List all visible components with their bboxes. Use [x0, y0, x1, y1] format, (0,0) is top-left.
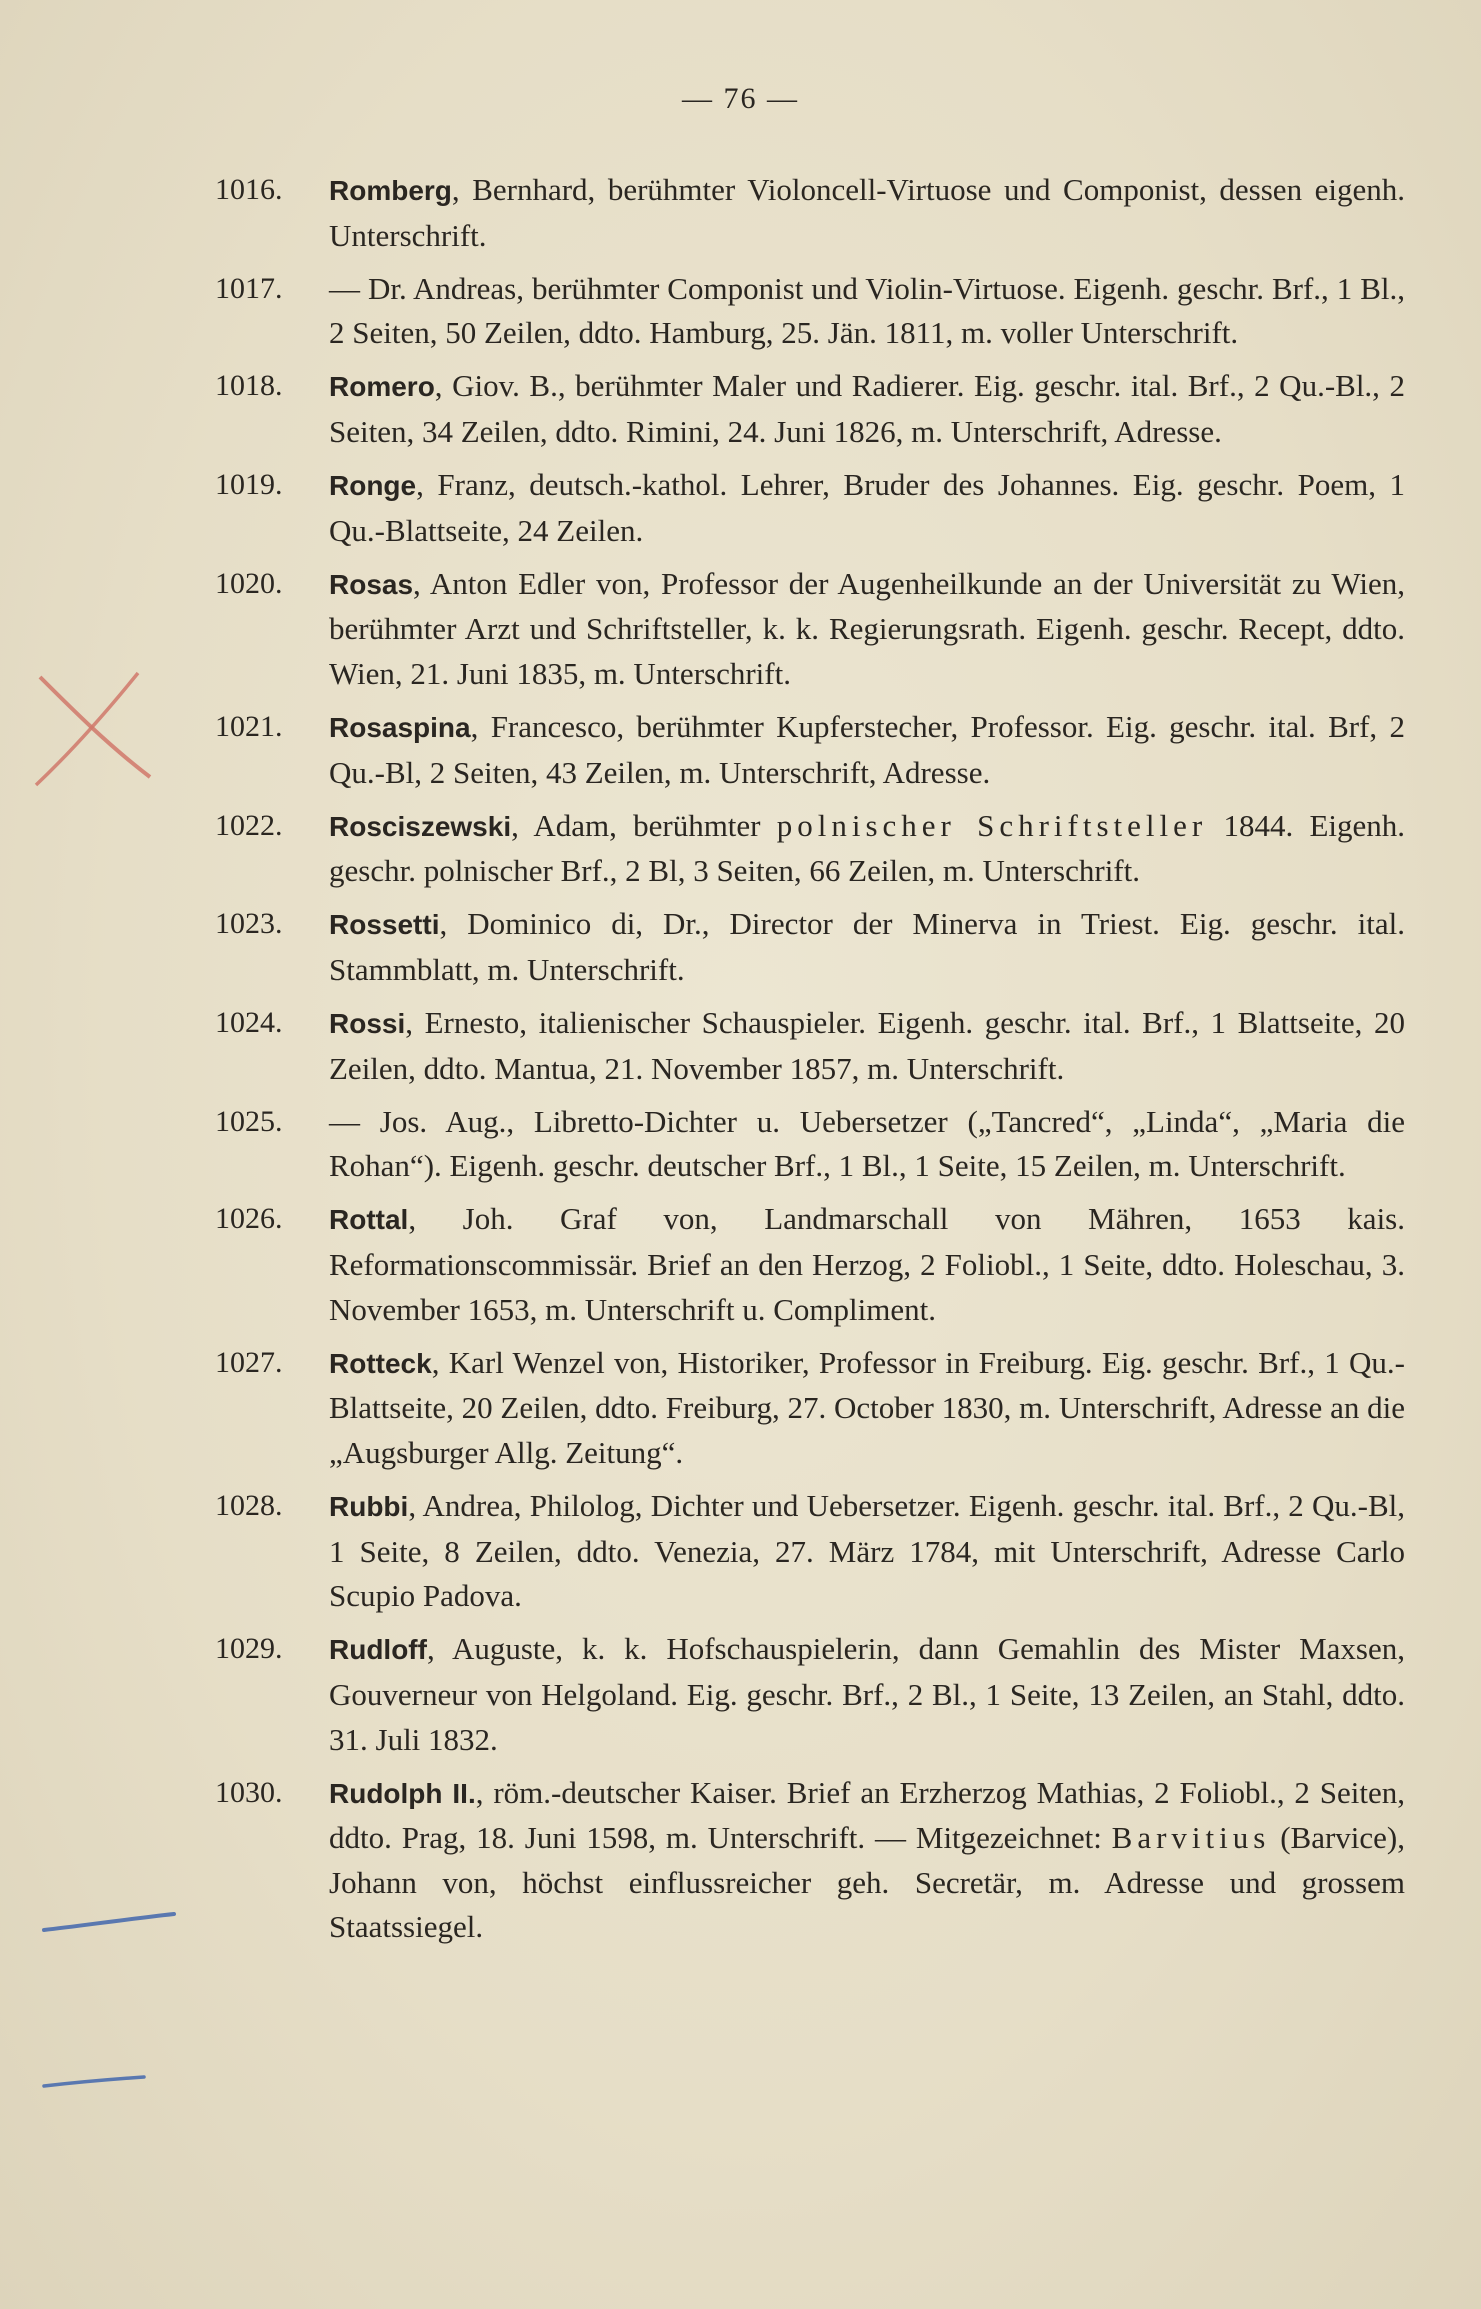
entry-number: 1026.	[215, 1202, 283, 1236]
entry-body	[329, 168, 1405, 258]
entry-text: — Jos. Aug., Libretto-Dichter u. Uebersetzer („Tancred“, „Linda“, „Maria die Rohan“). Eigenh. geschr. deutscher Brf., 1 Bl., 1 Seite, 15 Zeilen, m. Unterschrift.	[329, 1103, 1405, 1184]
blue-mark-1029	[40, 1908, 180, 1938]
catalogue-entry	[215, 1001, 1405, 1091]
entry-name: Rottal	[329, 1204, 409, 1236]
entry-number: 1019.	[215, 468, 283, 502]
catalogue-entry	[215, 168, 1405, 258]
entry-number: 1017.	[215, 271, 283, 305]
entry-number: 1018.	[215, 369, 283, 403]
entry-spaced-text: Barvitius	[1111, 1820, 1271, 1856]
catalogue-entry	[215, 562, 1405, 697]
entry-number: 1027.	[215, 1345, 283, 1379]
catalogue-entry	[215, 705, 1405, 795]
entry-number: 1016.	[215, 173, 283, 206]
red-cross-stroke-a	[40, 677, 150, 777]
catalogue-entry	[215, 463, 1405, 553]
entry-number: 1022.	[215, 808, 283, 842]
entry-text: , Francesco, berühmter Kupferstecher, Professor. Eig. geschr. ital. Brf, 2 Qu.-Bl, 2 Seiten, 43 Zeilen, m. Unterschrift, Adresse.	[329, 709, 1405, 790]
entry-name: Rosas	[329, 568, 414, 600]
entry-body	[329, 1771, 1405, 1950]
entry-name: Romberg	[329, 175, 452, 206]
entry-text-continued: 1844. Eigenh. geschr. polnischer Brf., 2 Bl, 3 Seiten, 66 Zeilen, m. Unterschrift.	[329, 807, 1406, 889]
entry-number: 1025.	[215, 1104, 283, 1138]
entry-text: , Anton Edler von, Professor der Augenheilkunde an der Universität zu Wien, berühmter Arzt und Schriftsteller, k. k. Regierungsrath. Eigenh. geschr. Recept, ddto. Wien, 21. Juni 1835, m. Unterschrift.	[329, 565, 1405, 691]
entry-number: 1029.	[215, 1632, 283, 1666]
catalogue-entry	[215, 1771, 1406, 1950]
entry-body	[329, 267, 1405, 356]
page-number: — 76 —	[682, 82, 799, 115]
entry-number: 1028.	[215, 1489, 283, 1523]
entry-name: Rosaspina	[329, 712, 471, 744]
catalogue-entry	[215, 1484, 1405, 1619]
entry-text: , Joh. Graf von, Landmarschall von Mähren, 1653 kais. Reformationscommissär. Brief an den Herzog, 2 Foliobl., 1 Seite, ddto. Holeschau, 3. November 1653, m. Unterschrift u. Compliment.	[329, 1201, 1405, 1327]
entry-name: Rossetti	[329, 909, 440, 941]
entry-number: 1023.	[215, 907, 283, 941]
entry-body	[329, 1627, 1405, 1762]
catalogue-entry	[215, 1341, 1405, 1476]
entry-name: Rudolph II.	[329, 1777, 476, 1809]
entry-body	[329, 562, 1405, 697]
entry-body	[329, 364, 1405, 454]
blue-mark-1030	[40, 2068, 150, 2092]
entry-body	[329, 1484, 1405, 1619]
entry-spaced-text: polnischer Schriftsteller	[776, 807, 1208, 843]
entry-name: Rosciszewski	[329, 810, 512, 842]
entry-text: , Karl Wenzel von, Historiker, Professor in Freiburg. Eig. geschr. Brf., 1 Qu.-Blattseite, 20 Zeilen, ddto. Freiburg, 27. October 1830, m. Unterschrift, Adresse an die „Augsburger Allg. Zeitung“.	[329, 1344, 1405, 1470]
entry-body	[329, 1001, 1405, 1091]
entry-text: , Adam, berühmter	[511, 807, 777, 843]
entry-body	[329, 1341, 1405, 1476]
entry-text: — Dr. Andreas, berühmter Componist und Violin-Virtuose. Eigenh. geschr. Brf., 1 Bl., 2 Seiten, 50 Zeilen, ddto. Hamburg, 25. Jän. 1811, m. voller Unterschrift.	[329, 270, 1405, 351]
catalogue-entry	[215, 1100, 1405, 1189]
entry-body	[329, 902, 1405, 992]
catalogue-entries	[215, 168, 1406, 1958]
entry-number: 1024.	[215, 1006, 283, 1040]
entry-body	[329, 804, 1405, 894]
red-cross-mark	[28, 665, 158, 795]
entry-text: , Auguste, k. k. Hofschauspielerin, dann Gemahlin des Mister Maxsen, Gouverneur von Helgoland. Eig. geschr. Brf., 2 Bl., 1 Seite, 13 Zeilen, an Stahl, ddto. 31. Juli 1832.	[329, 1631, 1405, 1757]
entry-body	[329, 1100, 1405, 1189]
entry-number: 1021.	[215, 710, 283, 744]
entry-body	[329, 463, 1405, 553]
entry-text-continued: (Barvice), Johann von, höchst einflussreicher geh. Secretär, m. Adresse und grossem Staatssiegel.	[329, 1820, 1405, 1945]
entry-text: , Bernhard, berühmter Violoncell-Virtuose und Componist, dessen eigenh. Unterschrift.	[329, 172, 1405, 253]
entry-text: , Andrea, Philolog, Dichter und Uebersetzer. Eigenh. geschr. ital. Brf., 2 Qu.-Bl, 1 Seite, 8 Zeilen, ddto. Venezia, 27. März 1784, mit Unterschrift, Adresse Carlo Scupio Padova.	[329, 1488, 1405, 1614]
entry-body	[329, 705, 1405, 795]
catalogue-entry	[215, 364, 1405, 454]
entry-name: Rubbi	[329, 1491, 409, 1523]
catalogue-entry	[215, 1197, 1405, 1332]
entry-text: , Ernesto, italienischer Schauspieler. Eigenh. geschr. ital. Brf., 1 Blattseite, 20 Zeilen, ddto. Mantua, 21. November 1857, m. Unterschrift.	[329, 1005, 1405, 1086]
catalogue-entry	[215, 267, 1405, 356]
entry-text: , Dominico di, Dr., Director der Minerva in Triest. Eig. geschr. ital. Stammblatt, m. Unterschrift.	[329, 906, 1405, 987]
entry-body	[329, 1197, 1405, 1332]
entry-name: Rossi	[329, 1008, 406, 1040]
entry-name: Rotteck	[329, 1347, 432, 1379]
catalogue-entry	[215, 1627, 1405, 1762]
entry-name: Ronge	[329, 470, 417, 502]
catalogue-entry	[215, 804, 1406, 894]
entry-number: 1030.	[215, 1775, 283, 1809]
entry-number: 1020.	[215, 566, 283, 600]
entry-text: , Giov. B., berühmter Maler und Radierer. Eig. geschr. ital. Brf., 2 Qu.-Bl., 2 Seiten, 34 Zeilen, ddto. Rimini, 24. Juni 1826, m. Unterschrift, Adresse.	[329, 368, 1405, 449]
catalogue-entry	[215, 902, 1405, 992]
entry-name: Romero	[329, 371, 435, 403]
entry-name: Rudloff	[329, 1634, 427, 1666]
entry-text: , Franz, deutsch.-kathol. Lehrer, Bruder des Johannes. Eig. geschr. Poem, 1 Qu.-Blattseite, 24 Zeilen.	[329, 467, 1405, 548]
entry-text: , röm.-deutscher Kaiser. Brief an Erzherzog Mathias, 2 Foliobl., 2 Seiten, ddto. Prag, 18. Juni 1598, m. Unterschrift. — Mitgezeichnet:	[329, 1774, 1406, 1856]
